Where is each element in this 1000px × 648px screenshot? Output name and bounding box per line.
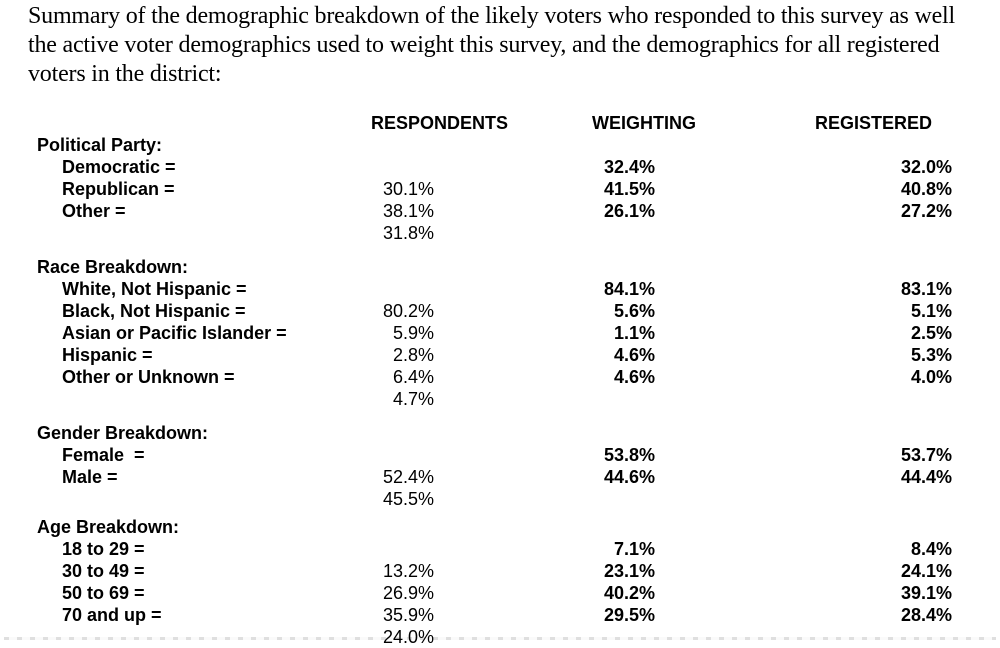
section-title: Gender Breakdown: [37, 423, 209, 443]
cell-registered: 6.4% [392, 367, 434, 387]
row-label: 70 and up = [62, 605, 162, 625]
row-label: 30 to 49 = [62, 561, 145, 581]
cell-respondents: 29.5% [603, 605, 655, 625]
row-label: Female = [62, 445, 145, 465]
row-label: Democratic = [62, 157, 176, 177]
intro-line-3: voters in the district: [28, 61, 222, 87]
cell-respondents: 1.1% [613, 323, 655, 343]
table-row [0, 604, 1000, 647]
table-header-row [0, 112, 1000, 134]
cell-respondents: 7.1% [613, 539, 655, 559]
table-row [0, 366, 1000, 409]
demographics-table [0, 112, 1000, 647]
cell-weighting: 32.0% [900, 157, 952, 177]
cell-weighting: 40.8% [900, 179, 952, 199]
cell-weighting: 44.4% [900, 467, 952, 487]
intro-paragraph [28, 2, 1000, 89]
cell-weighting: 27.2% [900, 201, 952, 221]
row-label: Male = [62, 467, 118, 487]
table-row [0, 200, 1000, 243]
cell-weighting: 8.4% [910, 539, 952, 559]
cell-weighting: 5.1% [910, 301, 952, 321]
row-label: White, Not Hispanic = [62, 279, 247, 299]
cell-respondents: 40.2% [603, 583, 655, 603]
cell-respondents: 53.8% [603, 445, 655, 465]
cell-weighting: 39.1% [900, 583, 952, 603]
section-title: Political Party: [37, 135, 163, 155]
cell-registered: 26.9% [382, 583, 434, 603]
cell-registered: 30.1% [382, 179, 434, 199]
cell-weighting: 4.0% [910, 367, 952, 387]
intro-line-2: the active voter demographics used to weight this survey, and the demographics for all registered [28, 32, 940, 58]
cell-weighting: 2.5% [910, 323, 952, 343]
column-header-weighting: WEIGHTING [592, 113, 696, 133]
cell-respondents: 84.1% [603, 279, 655, 299]
cell-respondents: 5.6% [613, 301, 655, 321]
cell-registered: 38.1% [382, 201, 434, 221]
cell-registered: 24.0% [382, 627, 434, 647]
row-label: Asian or Pacific Islander = [62, 323, 287, 343]
cell-registered: 80.2% [382, 301, 434, 321]
cell-registered: 52.4% [382, 467, 434, 487]
column-header-registered: REGISTERED [815, 113, 933, 133]
row-label: 18 to 29 = [62, 539, 145, 559]
table-row [0, 466, 1000, 509]
cell-respondents: 4.6% [613, 345, 655, 365]
row-label: 50 to 69 = [62, 583, 145, 603]
cell-respondents: 23.1% [603, 561, 655, 581]
row-label: Republican = [62, 179, 175, 199]
cell-registered: 2.8% [392, 345, 434, 365]
cell-weighting: 5.3% [910, 345, 952, 365]
column-header-respondents: RESPONDENTS [371, 113, 509, 133]
row-label: Hispanic = [62, 345, 153, 365]
row-label: Black, Not Hispanic = [62, 301, 246, 321]
cell-registered: 4.7% [392, 389, 434, 409]
scan-artifact-bottom-edge [4, 637, 996, 640]
cell-weighting: 28.4% [900, 605, 952, 625]
section-title: Age Breakdown: [37, 517, 180, 537]
section-title: Race Breakdown: [37, 257, 189, 277]
cell-respondents: 26.1% [603, 201, 655, 221]
cell-registered: 13.2% [382, 561, 434, 581]
cell-respondents: 32.4% [603, 157, 655, 177]
section-political-party [0, 134, 1000, 243]
cell-registered: 31.8% [382, 223, 434, 243]
cell-weighting: 24.1% [900, 561, 952, 581]
cell-respondents: 41.5% [603, 179, 655, 199]
cell-weighting: 83.1% [900, 279, 952, 299]
cell-registered: 45.5% [382, 489, 434, 509]
row-label: Other = [62, 201, 126, 221]
cell-registered: 5.9% [392, 323, 434, 343]
section-race-breakdown [0, 256, 1000, 409]
cell-weighting: 53.7% [900, 445, 952, 465]
cell-respondents: 44.6% [603, 467, 655, 487]
cell-registered: 35.9% [382, 605, 434, 625]
section-gender-breakdown [0, 422, 1000, 509]
cell-respondents: 4.6% [613, 367, 655, 387]
section-age-breakdown [0, 516, 1000, 647]
row-label: Other or Unknown = [62, 367, 235, 387]
intro-line-1: Summary of the demographic breakdown of the likely voters who responded to this survey as well [28, 3, 955, 29]
